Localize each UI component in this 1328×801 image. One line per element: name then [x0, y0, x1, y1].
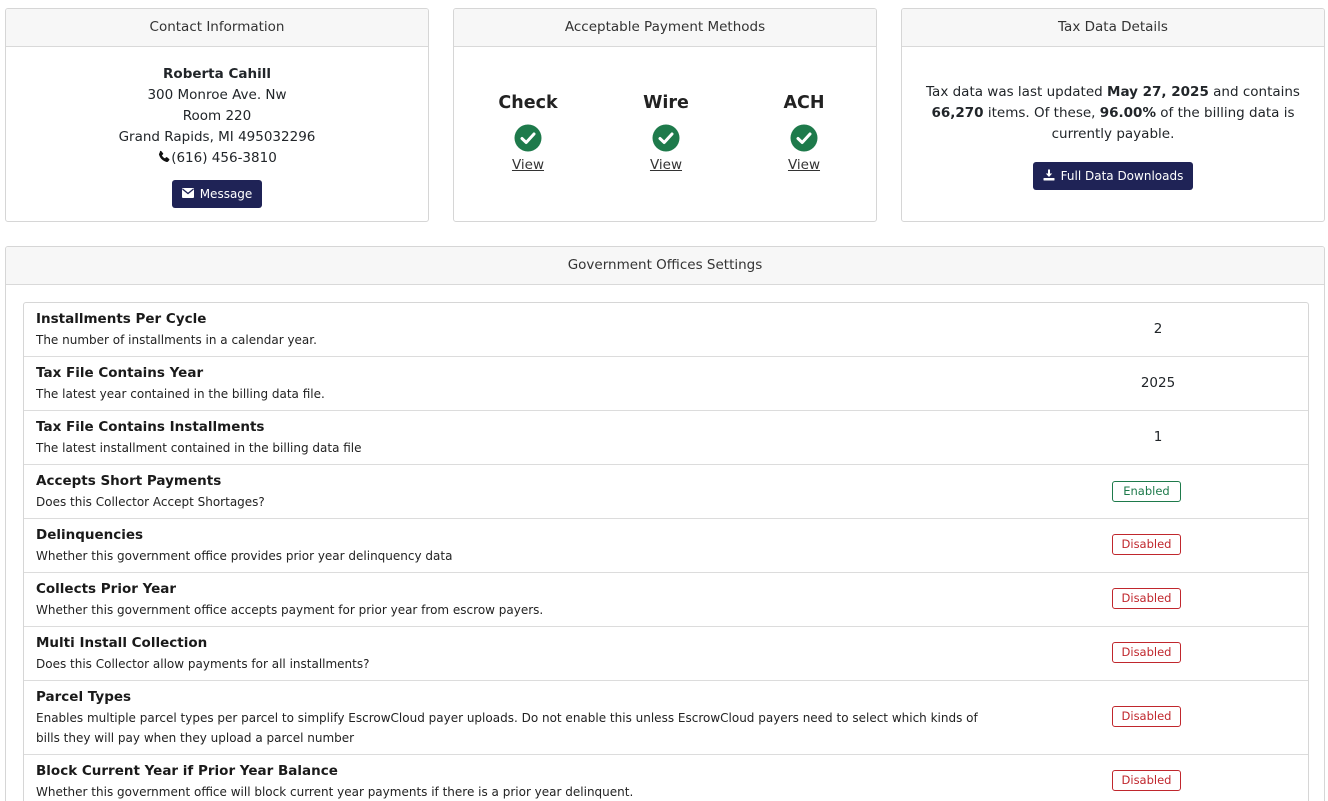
setting-row	[24, 357, 1308, 411]
tax-payable-percent: 96.00%	[1099, 105, 1156, 121]
setting-title: Multi Install Collection	[36, 635, 208, 651]
contact-name: Roberta Cahill	[163, 66, 271, 82]
tax-text: Tax data was last updated	[926, 84, 1108, 100]
contact-address-line2: Room 220	[182, 108, 252, 124]
setting-title: Installments Per Cycle	[36, 311, 207, 327]
message-button[interactable]	[172, 180, 263, 208]
setting-description: Whether this government office will block current year payments if there is a prior year delinquent.	[36, 785, 634, 799]
status-badge-disabled: Disabled	[1112, 642, 1181, 663]
setting-description: Does this Collector Accept Shortages?	[36, 495, 265, 509]
check-circle-icon	[611, 124, 721, 152]
contact-city-line: Grand Rapids, MI 495032296	[118, 129, 316, 145]
status-badge-disabled: Disabled	[1112, 706, 1181, 727]
government-offices-settings-header: Government Offices Settings	[6, 247, 1324, 285]
setting-title: Accepts Short Payments	[36, 473, 222, 489]
full-data-downloads-label: Full Data Downloads	[1060, 169, 1184, 183]
setting-row	[24, 465, 1308, 519]
tax-data-summary	[902, 47, 1324, 145]
setting-description: The latest installment contained in the billing data file	[36, 441, 362, 455]
settings-table	[23, 302, 1309, 801]
payment-methods-header: Acceptable Payment Methods	[454, 9, 876, 47]
setting-description: Does this Collector allow payments for all installments?	[36, 657, 370, 671]
setting-row	[24, 573, 1308, 627]
payment-method-wire	[611, 93, 721, 173]
tax-data-header: Tax Data Details	[902, 9, 1324, 47]
message-button-label: Message	[199, 186, 253, 201]
government-offices-settings-card	[5, 246, 1325, 801]
check-circle-icon	[473, 124, 583, 152]
setting-description: Enables multiple parcel types per parcel to simplify EscrowCloud payer uploads. Do not enable this unless EscrowCloud payers need to select which kinds of bills they will pay when they upload a parcel number	[36, 711, 978, 745]
phone-icon	[157, 150, 171, 171]
setting-title: Collects Prior Year	[36, 581, 177, 597]
contact-address-line1: 300 Monroe Ave. Nw	[147, 87, 287, 103]
status-badge-disabled: Disabled	[1112, 588, 1181, 609]
tax-text: of the billing data is currently payable.	[1051, 105, 1295, 142]
payment-method-name: Check	[498, 93, 558, 113]
contact-card	[5, 8, 429, 222]
contact-phone: (616) 456-3810	[171, 150, 277, 166]
setting-title: Tax File Contains Year	[36, 365, 204, 381]
view-link-ach[interactable]: View	[787, 157, 821, 173]
setting-row	[24, 755, 1308, 801]
setting-value: 1	[1153, 429, 1163, 445]
setting-row	[24, 519, 1308, 573]
tax-updated-date: May 27, 2025	[1107, 84, 1209, 100]
setting-value: 2	[1153, 321, 1163, 337]
tax-text: and contains	[1208, 84, 1300, 100]
setting-row	[24, 303, 1308, 357]
status-badge-disabled: Disabled	[1112, 534, 1181, 555]
full-data-downloads-button[interactable]	[1033, 162, 1194, 190]
status-badge-disabled: Disabled	[1112, 770, 1181, 791]
tax-text: items. Of these,	[983, 105, 1100, 121]
setting-title: Delinquencies	[36, 527, 144, 543]
payment-method-name: Wire	[643, 93, 689, 113]
status-badge-enabled: Enabled	[1112, 481, 1181, 502]
setting-title: Block Current Year if Prior Year Balance	[36, 763, 338, 779]
setting-description: Whether this government office provides prior year delinquency data	[36, 549, 453, 563]
setting-row	[24, 681, 1308, 755]
payment-method-check	[473, 93, 583, 173]
check-circle-icon	[749, 124, 859, 152]
payment-methods-card	[453, 8, 877, 222]
contact-phone-row	[6, 148, 428, 171]
setting-row	[24, 627, 1308, 681]
envelope-icon	[182, 184, 194, 205]
setting-title: Parcel Types	[36, 689, 132, 705]
setting-title: Tax File Contains Installments	[36, 419, 265, 435]
setting-description: The latest year contained in the billing data file.	[36, 387, 325, 401]
view-link-wire[interactable]: View	[649, 157, 683, 173]
payment-method-name: ACH	[783, 93, 825, 113]
setting-value: 2025	[1140, 375, 1176, 391]
setting-row	[24, 411, 1308, 465]
setting-description: Whether this government office accepts payment for prior year from escrow payers.	[36, 603, 544, 617]
contact-card-header: Contact Information	[6, 9, 428, 47]
view-link-check[interactable]: View	[511, 157, 545, 173]
setting-description: The number of installments in a calendar year.	[36, 333, 317, 347]
download-icon	[1043, 169, 1055, 184]
tax-data-card	[901, 8, 1325, 222]
payment-method-ach	[749, 93, 859, 173]
tax-item-count: 66,270	[931, 105, 984, 121]
